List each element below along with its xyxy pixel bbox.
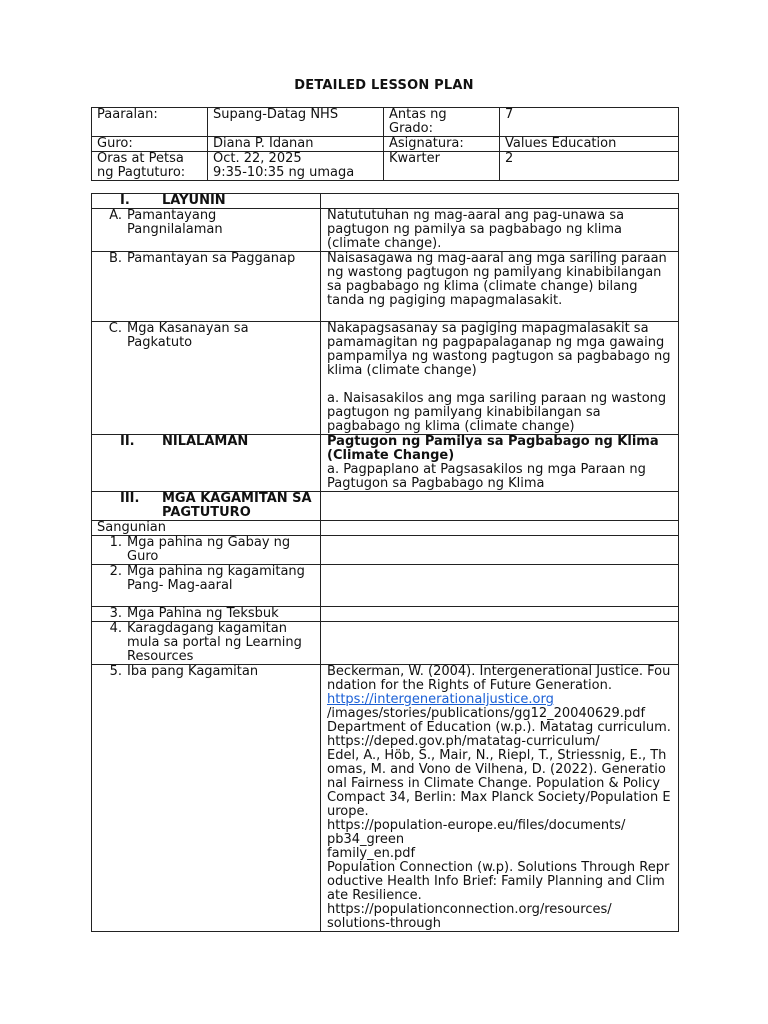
reference-link[interactable]: https://intergenerationaljustice.org [327,692,554,707]
nilalaman-subtopic: a. Pagpaplano at Pagsasakilos ng mga Paraan ng Pagtugon sa Pagbabago ng Klima [327,462,646,491]
teacher-value-cell [208,137,384,152]
grade-value-cell [500,108,679,137]
item-letter: C. [108,321,122,336]
layunin-c-objective: a. Naisasakilos ang mga sariling paraan ng wastong pagtugon ng pamilyang kinabibilangan sa pagbabago ng klima (climate change) [327,391,667,434]
lesson-info-table [91,107,679,181]
subject-label: Asignatura: [389,136,464,151]
teacher-label: Guro: [97,136,133,151]
section-number: III. [120,491,140,506]
section-title: MGA KAGAMITAN SA PAGTUTURO [162,491,312,520]
section-kagamitan-heading [92,492,321,521]
layunin-b-value: Naisasagawa ng mag-aaral ang mga sariling paraan ng wastong pagtugon ng pamilyang kinabibilangan sa pagbabago ng klima (climate change) bilang tanda ng pagiging mapagmalasakit. [321,252,679,322]
subject-value: Values Education [505,136,617,151]
item-number: 3. [109,606,122,621]
kagamitan-item-label: Iba pang Kagamitan [127,664,259,679]
section-layunin-row [92,194,679,209]
datetime-label-line-1: Oras at Petsa [97,151,184,166]
reference-deped: Department of Education (w.p.). Matatag curriculum. [327,720,671,735]
section-number: II. [120,434,135,449]
layunin-a-label: Pamantayang Pangnilalaman [127,208,223,237]
school-value: Supang-Datag NHS [213,107,339,122]
subject-value-cell [500,137,679,152]
datetime-label-line-2: ng Pagtuturo: [97,165,186,180]
reference-url: https://deped.gov.ph/matatag-curriculum/ [327,734,600,749]
section-title: NILALAMAN [162,434,249,449]
subject-label-cell [384,137,500,152]
item-letter: B. [108,251,122,266]
quarter-value-cell [500,152,679,181]
reference-beckerman: Beckerman, W. (2004). Intergenerational Justice. Foundation for the Rights of Future Generation. [327,664,671,693]
reference-url: pb34_green [327,832,405,847]
section-nilalaman-row [92,435,679,492]
datetime-label-cell [92,152,208,181]
layunin-a-value: Natututuhan ng mag-aaral ang pag-unawa sa pagtugon ng pamilya sa pagbabago ng klima (climate change). [321,209,679,252]
grade-label-line-2: Grado: [389,121,433,136]
item-number: 4. [109,621,122,636]
reference-url: https://populationconnection.org/resources/ [327,902,612,917]
kagamitan-item-label: Mga Pahina ng Teksbuk [127,606,279,621]
school-label-cell [92,108,208,137]
kagamitan-item-row [92,622,679,665]
section-nilalaman-heading [92,435,321,492]
document-title: DETAILED LESSON PLAN [294,78,474,93]
kagamitan-item-label: Mga pahina ng kagamitang Pang- Mag-aaral [127,564,305,593]
section-kagamitan-row [92,492,679,521]
references-cell [321,665,679,932]
reference-url: family_en.pdf [327,846,416,861]
grade-label-line-1: Antas ng [389,107,447,122]
reference-population-connection: Population Connection (w.p). Solutions Through Reproductive Health Info Brief: Family Planning and Climate Resilience. [327,860,670,903]
info-row-school [92,108,679,137]
time-value: 9:35-10:35 ng umaga [213,165,355,180]
section-number: I. [120,193,130,208]
quarter-value: 2 [505,151,514,166]
kagamitan-item-row [92,665,679,932]
quarter-label: Kwarter [389,151,440,166]
teacher-label-cell [92,137,208,152]
layunin-b-label: Pamantayan sa Pagganap [127,251,296,266]
item-letter: A. [109,208,122,223]
kagamitan-item-row [92,607,679,622]
grade-label-cell [384,108,500,137]
info-row-teacher [92,137,679,152]
teacher-value: Diana P. Idanan [213,136,314,151]
layunin-a-row [92,209,679,252]
reference-url: https://population-europe.eu/files/documents/ [327,818,626,833]
layunin-c-value: Nakapagsasanay sa pagiging mapagmalasakit sa pamamagitan ng pagpapalaganap ng mga gawaing pampamilya ng wastong pagtugon sa pagbabago ng klima (climate change) [327,321,671,378]
layunin-c-label: Mga Kasanayan sa Pagkatuto [127,321,249,350]
reference-url: solutions-through [327,916,442,931]
kagamitan-item-row [92,565,679,607]
sangunian-label: Sangunian [92,521,321,536]
date-value: Oct. 22, 2025 [213,151,302,166]
reference-edel: Edel, A., Höb, S., Mair, N., Riepl, T., Striessnig, E., Thomas, M. and Vono de Vilhena, D. (2022). Generational Fairness in Climate Change. Population & Policy Compact 34, Berlin: Max Planck Society/Population Europe. [327,748,671,819]
section-title: LAYUNIN [162,193,226,208]
kagamitan-item-row [92,536,679,565]
kagamitan-item-label: Mga pahina ng Gabay ng Guro [127,535,291,564]
layunin-c-row [92,322,679,435]
sangunian-row [92,521,679,536]
section-layunin-heading [92,194,321,209]
reference-path: /images/stories/publications/gg12_20040629.pdf [327,706,646,721]
info-row-datetime [92,152,679,181]
grade-value: 7 [505,107,514,122]
nilalaman-topic: Pagtugon ng Pamilya sa Pagbabago ng Klima (Climate Change) [327,434,659,463]
layunin-b-row [92,252,679,322]
item-number: 5. [109,664,122,679]
datetime-value-cell [208,152,384,181]
quarter-label-cell [384,152,500,181]
lesson-plan-table [91,193,679,932]
school-label: Paaralan: [97,107,158,122]
school-value-cell [208,108,384,137]
item-number: 1. [109,535,122,550]
kagamitan-item-label: Karagdagang kagamitan mula sa portal ng Learning Resources [127,621,302,664]
item-number: 2. [109,564,122,579]
